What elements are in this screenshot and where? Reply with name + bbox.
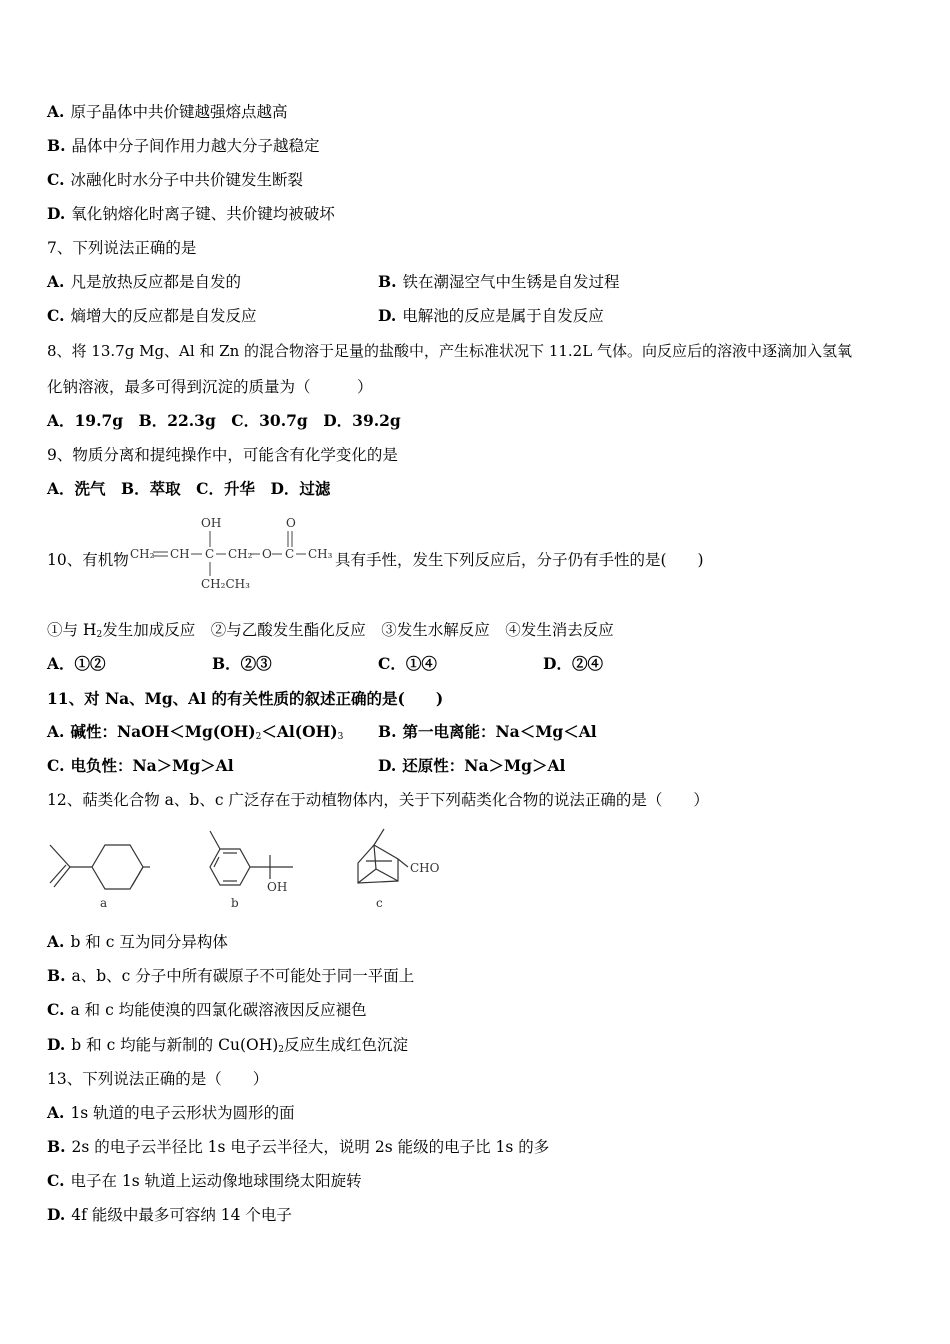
q11-stem: 11、对 Na、Mg、Al 的有关性质的叙述正确的是( ): [47, 689, 444, 708]
q9-stem: 9、物质分离和提纯操作中，可能含有化学变化的是: [47, 446, 398, 464]
q7-option-d: D. 电解池的反应是属于自发反应: [378, 306, 604, 325]
q12-c-cho: CHO: [410, 861, 440, 875]
q12-stem: 12、萜类化合物 a、b、c 广泛存在于动植物体内，关于下列萜类化合物的说法正确的是（ ）: [47, 791, 709, 809]
q11-option-a: A. 碱性：$NaOH<Mg(OH)_2<Al(OH)_3$: [47, 722, 344, 742]
q10-stem-pre: 10、有机物: [47, 551, 129, 569]
q12-option-b: B. a、b、c 分子中所有碳原子不可能处于同一平面上: [47, 966, 415, 985]
q13-option-b: B. 2s 的电子云半径比 1s 电子云半径大，说明 2s 能级的电子比 1s 的多: [47, 1137, 550, 1156]
q11-option-b: B. 第一电离能：Na＜Mg＜Al: [378, 722, 597, 741]
q11-option-d: D. 还原性：Na＞Mg＞Al: [378, 756, 566, 775]
q10-option-d: D．②④: [543, 654, 603, 673]
q10-ch: CH: [170, 547, 190, 561]
q10-c-center: C: [205, 547, 215, 561]
q10-o-carbonyl: O: [286, 516, 296, 530]
q10-structure-formula: [130, 514, 340, 594]
q7-stem: 7、下列说法正确的是: [47, 239, 197, 257]
q6-option-c: C. 冰融化时水分子中共价键发生断裂: [47, 170, 303, 189]
q10-ch2-left: CH₂: [130, 547, 155, 561]
q12-option-a: A. b 和 c 互为同分异构体: [47, 932, 228, 951]
q8-stem-line1: 8、将 13.7g Mg、Al 和 Zn 的混合物溶于足量的盐酸中，产生标准状况下 11.2L 气体。向反应后的溶液中逐滴加入氢氧: [47, 342, 852, 360]
q10-option-a: A．①②: [47, 654, 106, 673]
q13-stem: 13、下列说法正确的是（ ）: [47, 1070, 269, 1088]
q7-option-a: A. 凡是放热反应都是自发的: [47, 272, 241, 291]
q10-option-b: B．②③: [212, 654, 272, 673]
q11-option-c: C. 电负性：Na＞Mg＞Al: [47, 756, 234, 775]
q6-option-b: B. 晶体中分子间作用力越大分子越稳定: [47, 136, 320, 155]
q12-label-b: b: [231, 896, 239, 910]
q10-c-carbonyl: C: [285, 547, 295, 561]
q7-option-c: C. 熵增大的反应都是自发反应: [47, 306, 257, 325]
q12-compound-b-structure: [195, 825, 315, 915]
q10-ch2ch3: CH₂CH₃: [201, 577, 250, 591]
q13-option-c: C. 电子在 1s 轨道上运动像地球围绕太阳旋转: [47, 1171, 362, 1190]
q7-option-b: B. 铁在潮湿空气中生锈是自发过程: [378, 272, 620, 291]
q13-option-d: D. 4f 能级中最多可容纳 14 个电子: [47, 1205, 292, 1224]
q9-options: A．洗气 B．萃取 C．升华 D．过滤: [47, 479, 331, 498]
q8-stem-line2: 化钠溶液，最多可得到沉淀的质量为（ ）: [47, 378, 373, 396]
q10-o-ester: O: [262, 547, 272, 561]
q6-option-a: A. 原子晶体中共价键越强熔点越高: [47, 102, 288, 121]
q12-option-d: D. b 和 c 均能与新制的 $Cu(OH)_2$反应生成红色沉淀: [47, 1035, 409, 1055]
q12-option-c: C. a 和 c 均能使溴的四氯化碳溶液因反应褪色: [47, 1000, 367, 1019]
q12-label-c: c: [376, 896, 383, 910]
q6-option-d: D. 氧化钠熔化时离子键、共价键均被破坏: [47, 204, 335, 223]
q12-b-oh: OH: [267, 880, 288, 894]
q13-option-a: A. 1s 轨道的电子云形状为圆形的面: [47, 1103, 295, 1122]
q10-ch2-mid: CH₂: [228, 547, 253, 561]
q10-oh: OH: [201, 516, 222, 530]
q12-label-a: a: [100, 896, 108, 910]
q10-stem-post: 具有手性，发生下列反应后，分子仍有手性的是( ): [335, 551, 704, 569]
q10-option-c: C．①④: [378, 654, 437, 673]
q10-ch3: CH₃: [308, 547, 333, 561]
q12-compound-a-structure: [40, 825, 160, 915]
q12-compound-c-structure: [350, 825, 470, 915]
q8-options: A．19.7g B．22.3g C．30.7g D．39.2g: [47, 411, 401, 430]
q10-reactions: ①与 $H_2$发生加成反应 ②与乙酸发生酯化反应 ③发生水解反应 ④发生消去反应: [47, 621, 614, 640]
